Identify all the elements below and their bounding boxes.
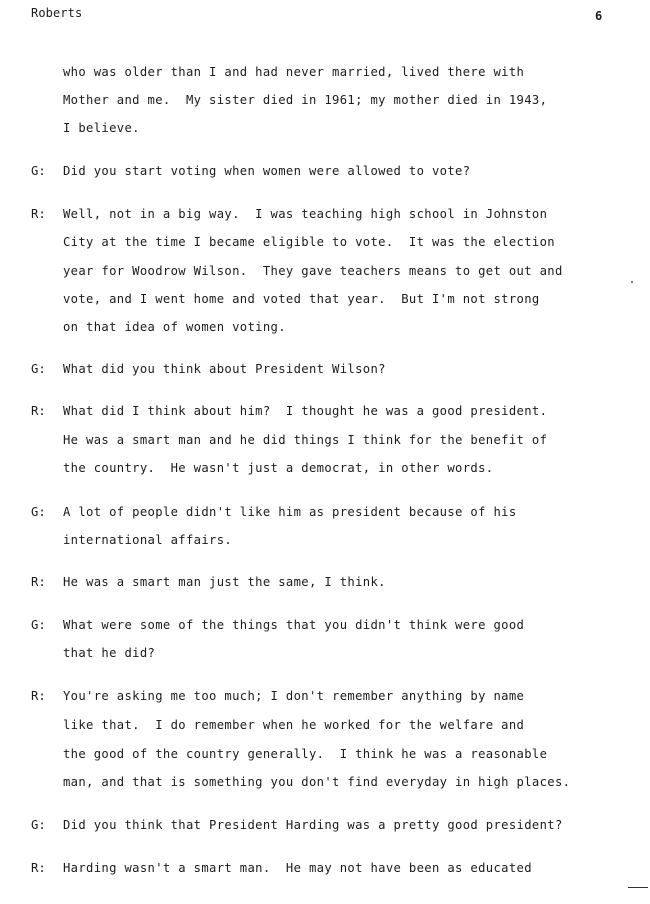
transcript-line: He was a smart man just the same, I think. — [63, 575, 386, 589]
speaker-label: R: — [31, 689, 46, 703]
transcript-line: who was older than I and had never married, lived there with — [63, 65, 525, 79]
transcript-line: I believe. — [63, 121, 140, 135]
transcript-line: Well, not in a big way. I was teaching high school in Johnston — [63, 207, 548, 221]
speaker-label: G: — [31, 164, 46, 178]
transcript-line: You're asking me too much; I don't remember anything by name — [63, 689, 525, 703]
speaker-label: G: — [31, 818, 46, 832]
speaker-label: R: — [31, 861, 46, 875]
scan-speck — [631, 281, 633, 283]
speaker-label: R: — [31, 404, 46, 418]
transcript-line: that he did? — [63, 646, 156, 660]
transcript-line: What were some of the things that you didn't think were good — [63, 618, 525, 632]
transcript-line: Did you start voting when women were allowed to vote? — [63, 164, 471, 178]
transcript-line: He was a smart man and he did things I think for the benefit of — [63, 433, 548, 447]
transcript-line: on that idea of women voting. — [63, 320, 286, 334]
transcript-line: Harding wasn't a smart man. He may not have been as educated — [63, 861, 532, 875]
speaker-label: G: — [31, 618, 46, 632]
header-interviewee-name: Roberts — [31, 6, 83, 20]
scan-edge-mark — [628, 887, 648, 888]
transcript-line: vote, and I went home and voted that year. But I'm not strong — [63, 292, 540, 306]
transcript-line: City at the time I became eligible to vote. It was the election — [63, 235, 555, 249]
transcript-line: the good of the country generally. I think he was a reasonable — [63, 747, 548, 761]
transcript-line: year for Woodrow Wilson. They gave teachers means to get out and — [63, 264, 563, 278]
speaker-label: G: — [31, 362, 46, 376]
transcript-line: the country. He wasn't just a democrat, in other words. — [63, 461, 494, 475]
transcript-line: Mother and me. My sister died in 1961; my mother died in 1943, — [63, 93, 548, 107]
transcript-line: international affairs. — [63, 533, 233, 547]
page-number: 6 — [595, 9, 603, 23]
transcript-line: like that. I do remember when he worked for the welfare and — [63, 718, 525, 732]
speaker-label: G: — [31, 505, 46, 519]
transcript-line: Did you think that President Harding was a pretty good president? — [63, 818, 563, 832]
transcript-line: What did you think about President Wilson? — [63, 362, 386, 376]
transcript-line: What did I think about him? I thought he was a good president. — [63, 404, 548, 418]
transcript-line: man, and that is something you don't find everyday in high places. — [63, 775, 571, 789]
speaker-label: R: — [31, 207, 46, 221]
transcript-line: A lot of people didn't like him as president because of his — [63, 505, 517, 519]
speaker-label: R: — [31, 575, 46, 589]
